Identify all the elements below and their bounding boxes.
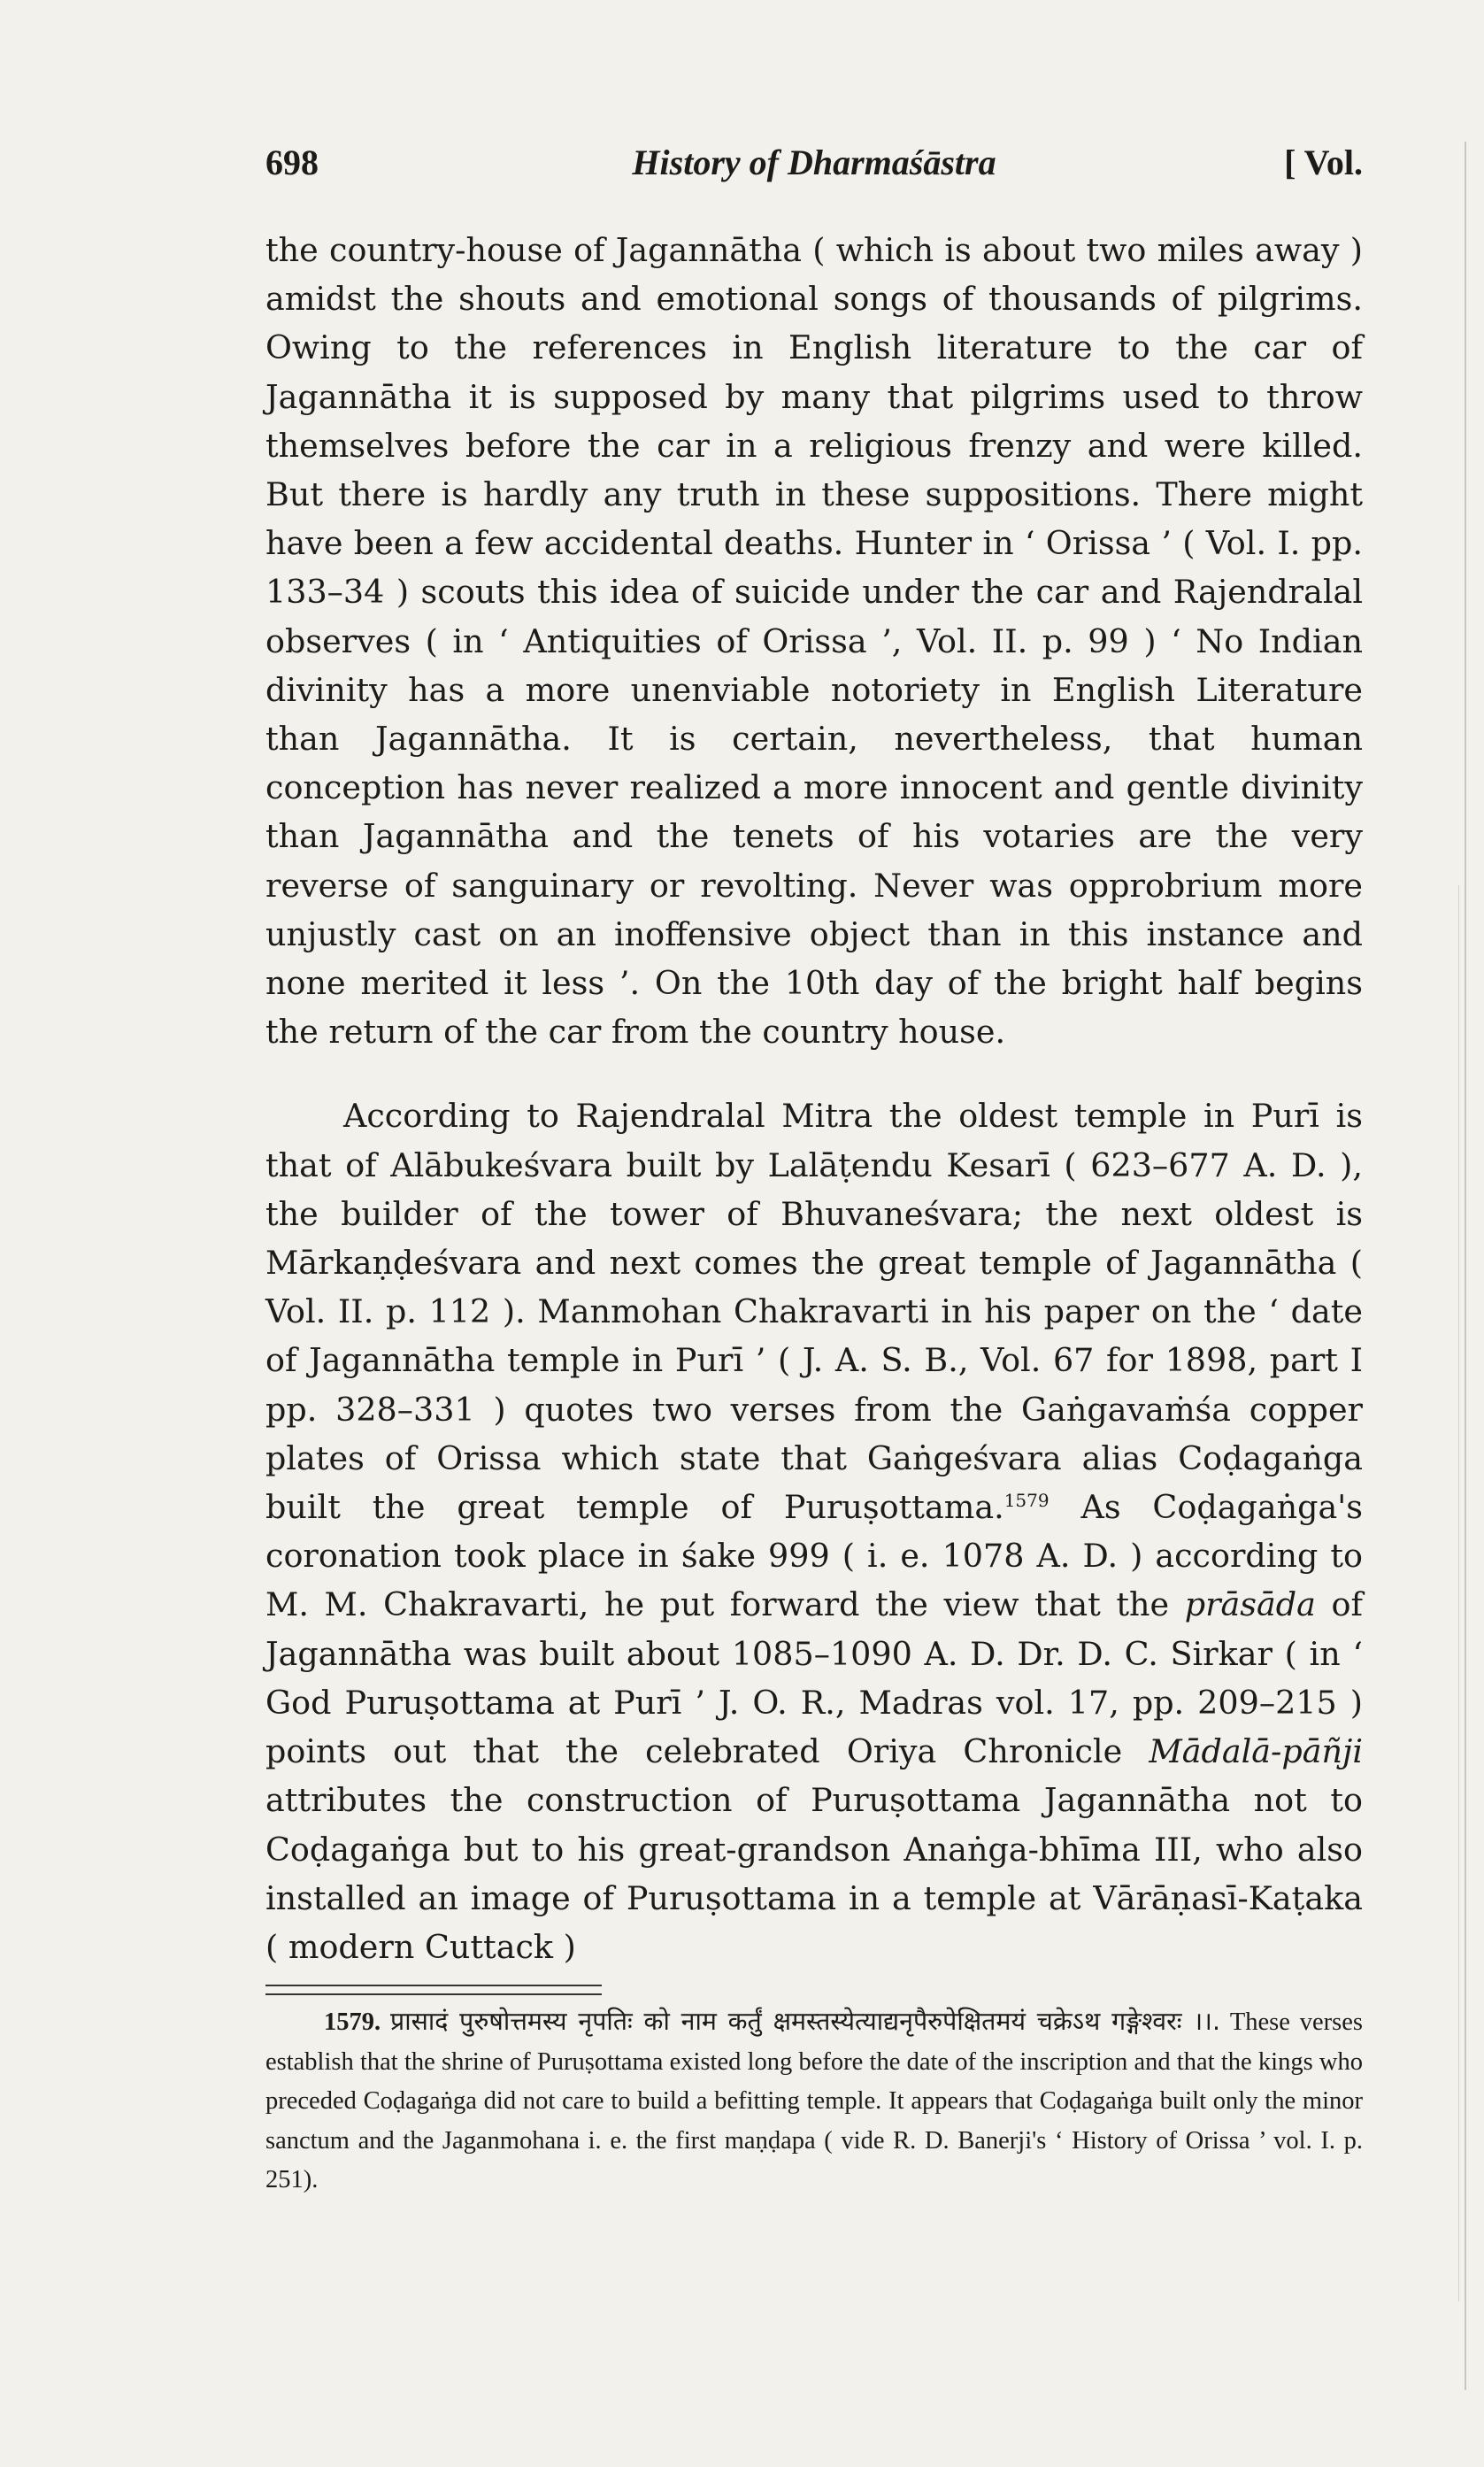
body-text (265, 226, 1363, 1971)
footnote-text: These verses establish that the shrine of Puruṣottama existed long before the date of the inscription and that the kings who preceded Coḍagaṅga did not care to build a befitting temple. It appears that Coḍagaṅga built only the minor sanctum and the Jaganmohana i. e. the first maṇḍapa ( vide R. D. Banerji's ‘ History of Orissa ’ vol. I. p. 251). (265, 2008, 1363, 2193)
paragraph-1: the country-house of Jagannātha ( which is about two miles away ) amidst the shouts and emotional songs of thousands of pilgrims. Owing to the references in English literature to the car of Jagannātha it is supposed by many that pilgrims used to throw themselves before the car in a religious frenzy and were killed. But there is hardly any truth in these suppositions. There might have been a few accidental deaths. Hunter in ‘ Orissa ’ ( Vol. I. pp. 133–34 ) scouts this idea of suicide under the car and Rajendralal observes ( in ‘ Antiquities of Orissa ’, Vol. II. p. 99 ) ‘ No Indian divinity has a more unenviable notoriety in English Literature than Jagannātha. It is certain, nevertheless, that human conception has never realized a more innocent and gentle divinity than Jagannātha and the tenets of his votaries are the very reverse of sanguinary or revolting. Never was opprobrium more unjustly cast on an inoffensive object than in this instance and none merited it less ’. On the 10th day of the bright half begins the return of the car from the country house. (265, 231, 1363, 1052)
footnote-number: 1579. (324, 2008, 381, 2036)
paragraph-2-part-b: As Coḍagaṅga's coronation took place in śake 999 ( i. e. 1078 A. D. ) according to M. M. Chakravarti, he put forward the view that the (265, 1488, 1363, 1624)
italic-term-madala-panji: Mādalā-pāñji (1149, 1732, 1363, 1771)
page-number: 698 (265, 143, 319, 182)
paragraph-2-part-a: According to Rajendralal Mitra the oldest temple in Purī is that of Alābukeśvara built by Lalāṭendu Kesarī ( 623–677 A. D. ), the builder of the tower of Bhuvaneśvara; the next oldest is Mārkaṇḍeśvara and next comes the great temple of Jagannātha ( Vol. II. p. 112 ). Manmohan Chakravarti in his paper on the ‘ date of Jagannātha temple in Purī ’ ( J. A. S. B., Vol. 67 for 1898, part I pp. 328–331 ) quotes two verses from the Gaṅgavaṁśa copper plates of Orissa which state that Gaṅgeśvara alias Coḍagaṅga built the great temple of Puruṣottama. (265, 1097, 1363, 1527)
paragraph-2 (265, 1091, 1363, 1971)
running-title: History of Dharmaśāstra (632, 143, 996, 182)
volume-mark: [ Vol. (1284, 143, 1363, 182)
page-edge-shadow-inner (1458, 885, 1459, 2301)
paragraph-2-part-c: of Jagannātha was built about 1085–1090 A. D. Dr. D. C. Sirkar ( in ‘ God Puruṣottama at Purī ’ J. O. R., Madras vol. 17, pp. 209–215 ) points out that the celebrated Oriya Chronicle (265, 1585, 1363, 1771)
paragraph-2-part-d: attributes the construction of Puruṣottama Jagannātha not to Coḍagaṅga but to his great-grandson Anaṅga-bhīma III, who also installed an image of Puruṣottama in a temple at Vārāṇasī-Kaṭaka ( modern Cuttack ) (265, 1781, 1363, 1966)
page-edge-shadow (1465, 142, 1466, 2390)
footnote-sanskrit-verse: प्रासादं पुरुषोत्तमस्य नृपतिः को नाम कर्तुं क्षमस्तस्येत्याद्यनृपैरुपेक्षितमयं चक्रेऽथ गङ्गेश्वरः ।।. (389, 2007, 1221, 2036)
footnote-divider (265, 1985, 602, 1995)
page-header (265, 142, 1363, 195)
italic-term-prasada: prāsāda (1184, 1585, 1316, 1624)
footnote (265, 2002, 1363, 2201)
footnote-reference: 1579 (1003, 1489, 1050, 1511)
